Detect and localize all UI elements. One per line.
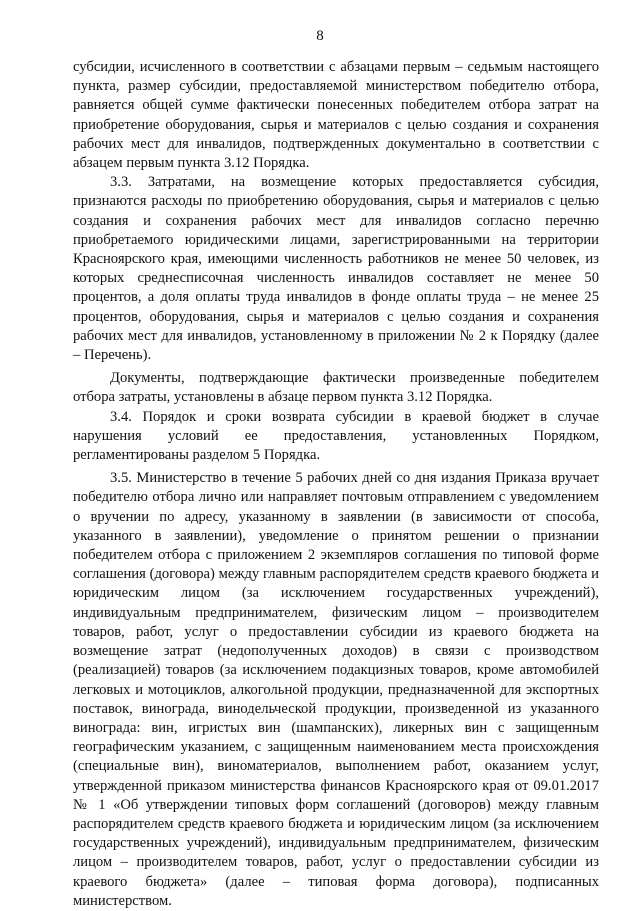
paragraph-3-3-costs: 3.3. Затратами, на возмещение которых предоставляется субсидия, признаются расходы по приобретению оборудования, сырья и материалов с целью создания и сохранения рабочих мест для инвалидов согласно перечню приобретаемого юридическими лицами, зарегистрированными на территории Красноярского края, имеющими численность работников не менее 50 человек, из которых среднесписочная численность инвалидов составляет не менее 50 процентов, а доля оплаты труда инвалидов в фонде оплаты труда – не менее 25 процентов, оборудования, сырья и материалов с целью создания и сохранения рабочих мест для инвалидов, установленному в приложении № 2 к Порядку (далее – Перечень).	[73, 174, 599, 364]
paragraph-3-4-return-procedure: 3.4. Порядок и сроки возврата субсидии в краевой бюджет в случае нарушения условий ее предоставления, установленных Порядком, регламентированы разделом 5 Порядка.	[73, 408, 599, 464]
paragraph-3-5-ministry-notice: 3.5. Министерство в течение 5 рабочих дней со дня издания Приказа вручает победителю отбора лично или направляет почтовым отправлением с уведомлением о вручении по адресу, указанному в заявлении (в зависимости от способа, указанного в заявлении), уведомление о принятом решении о признании победителем отбора с приложением 2 экземпляров соглашения по типовой форме соглашения (договора) между главным распорядителем средств краевого бюджета и юридическим лицом (за исключением государственных учреждений), индивидуальным предпринимателем, физическим лицом – производителем товаров, работ, услуг о предоставлении субсидии из краевого бюджета на возмещение затрат (недополученных доходов) в связи с производством (реализацией) товаров (за исключением подакцизных товаров, кроме автомобилей легковых и мотоциклов, алкогольной продукции, предназначенной для экспортных поставок, винограда, винодельческой продукции, произведенной из указанного винограда: вин, игристых вин (шампанских), ликерных вин с защищенным географическим указанием, с защищенным наименованием места происхождения (специальные вин), виноматериалов, выполнением работ, оказанием услуг, утвержденной приказом министерства финансов Красноярского края от 09.01.2017 № 1 «Об утверждении типовых форм соглашений (договоров) между главным распорядителем средств краевого бюджета и юридическим лицом (за исключением государственных учреждений), индивидуальным предпринимателем, физическим лицом – производителем товаров, работ, услуг о предоставлении субсидии из краевого бюджета» (далее – типовая форма договора), подписанных министерством.	[73, 470, 599, 909]
document-body	[73, 58, 599, 911]
paragraph-supporting-documents: Документы, подтверждающие фактически произведенные победителем отбора затраты, установлены в абзаце первом пункта 3.12 Порядка.	[73, 370, 599, 406]
page-number: 8	[316, 28, 324, 44]
paragraph-subsidy-amount: субсидии, исчисленного в соответствии с абзацами первым – седьмым настоящего пункта, размер субсидии, предоставляемой министерством победителю отбора, равняется общей сумме фактически понесенных победителем отбора затрат на приобретение оборудования, сырья и материалов с целью создания и сохранения рабочих мест для инвалидов, подтвержденных документально в соответствии с абзацем первым пункта 3.12 Порядка.	[73, 59, 599, 172]
